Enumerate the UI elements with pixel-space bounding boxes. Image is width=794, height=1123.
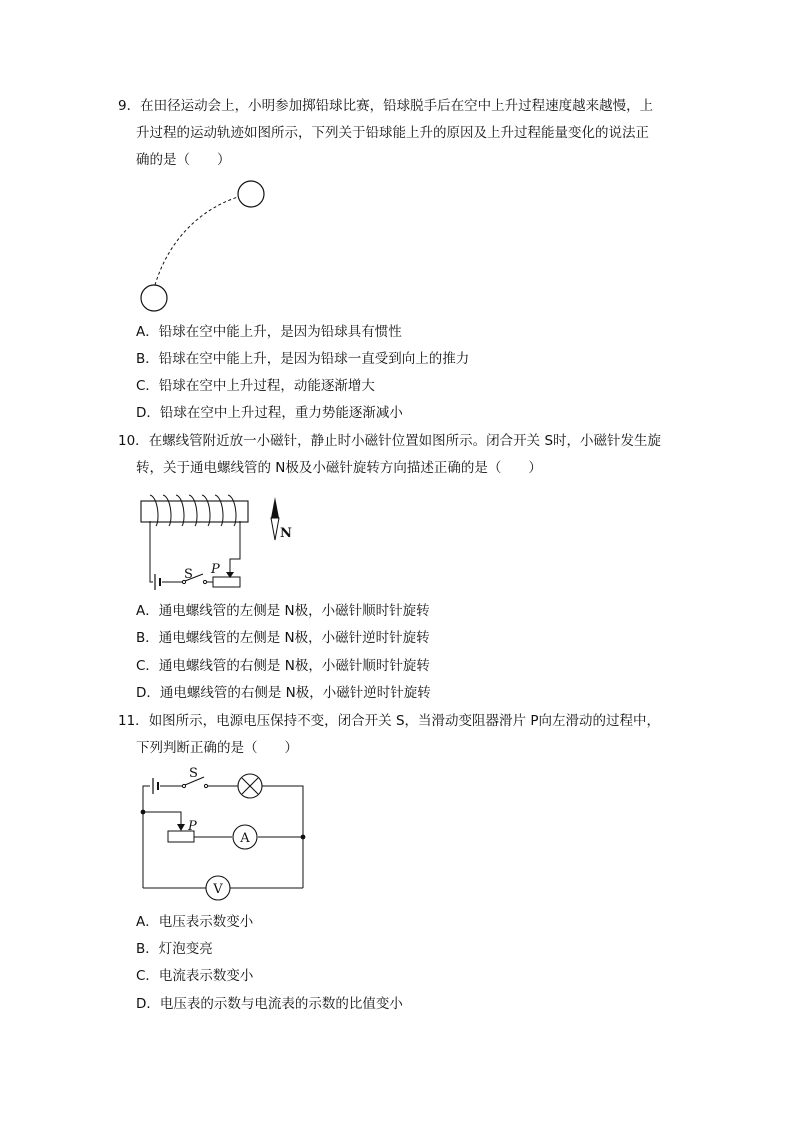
question-9-option-b[interactable]: B．铅球在空中能上升，是因为铅球一直受到向上的推力 — [136, 351, 470, 367]
question-10-option-c[interactable]: C．通电螺线管的右侧是 N极，小磁针顺时针旋转 — [136, 658, 430, 674]
compass-needle-icon — [271, 497, 279, 540]
question-10-option-b[interactable]: B．通电螺线管的左侧是 N极，小磁针逆时针旋转 — [136, 630, 430, 646]
battery-icon — [155, 574, 160, 590]
question-11-stem-line-1: 11．如图所示，电源电压保持不变，闭合开关 S，当滑动变阻器滑片 P向左滑动的过程中， — [118, 713, 660, 729]
ammeter-label: A — [240, 831, 250, 846]
question-9-stem-line-1: 9．在田径运动会上，小明参加掷铅球比赛，铅球脱手后在空中上升过程速度越来越慢，上 — [118, 98, 654, 114]
voltmeter-label: V — [213, 882, 223, 897]
solenoid-circuit-wires — [150, 521, 240, 582]
question-9-stem-line-2: 升过程的运动轨迹如图所示，下列关于铅球能上升的原因及上升过程能量变化的说法正 — [136, 125, 649, 141]
question-11-option-b[interactable]: B．灯泡变亮 — [136, 941, 213, 957]
slider-label: P — [211, 562, 220, 577]
junction-dot — [141, 810, 146, 815]
switch-label: S — [184, 567, 193, 582]
question-9-stem-line-3: 确的是（ ） — [136, 152, 231, 168]
rheostat-icon — [213, 577, 240, 587]
switch-icon — [182, 574, 206, 584]
voltmeter-icon — [206, 876, 230, 900]
north-label: N — [280, 526, 292, 541]
question-10-option-a[interactable]: A．通电螺线管的左侧是 N极，小磁针顺时针旋转 — [136, 603, 430, 619]
lamp-circuit-wires — [143, 786, 303, 888]
slider-arrow-icon — [177, 824, 185, 831]
question-11-option-d[interactable]: D．电压表的示数与电流表的示数的比值变小 — [136, 996, 403, 1012]
question-9-option-c[interactable]: C．铅球在空中上升过程，动能逐渐增大 — [136, 378, 375, 394]
shot-put-bottom-ball — [141, 285, 167, 311]
shot-put-top-ball — [238, 181, 264, 207]
lamp-icon — [238, 774, 262, 798]
slider-label: P — [188, 819, 197, 834]
question-11-option-c[interactable]: C．电流表示数变小 — [136, 968, 254, 984]
solenoid-coil — [150, 495, 236, 526]
question-9-option-d[interactable]: D．铅球在空中上升过程，重力势能逐渐减小 — [136, 405, 403, 421]
question-10-number: 10． — [118, 433, 149, 449]
rheostat-icon — [168, 831, 194, 842]
solenoid-tube — [141, 501, 248, 522]
question-10-stem-line-2: 转，关于通电螺线管的 N极及小磁针旋转方向描述正确的是（ ） — [136, 460, 542, 476]
question-9-option-a[interactable]: A．铅球在空中能上升，是因为铅球具有惯性 — [136, 324, 402, 340]
junction-dot — [301, 835, 306, 840]
switch-icon — [182, 777, 207, 788]
question-10-option-d[interactable]: D．通电螺线管的右侧是 N极，小磁针逆时针旋转 — [136, 685, 431, 701]
question-11-stem-line-2: 下列判断正确的是（ ） — [136, 740, 298, 756]
question-11-option-a[interactable]: A．电压表示数变小 — [136, 914, 254, 930]
question-10-stem-line-1: 10．在螺线管附近放一小磁针，静止时小磁针位置如图所示。闭合开关 S时，小磁针发生旋 — [118, 433, 662, 449]
switch-label: S — [189, 766, 198, 781]
question-11-number: 11． — [118, 713, 149, 729]
question-9-number: 9． — [118, 98, 141, 114]
slider-arrow-icon — [226, 572, 234, 578]
battery-icon — [153, 778, 158, 794]
trajectory-dashed-path — [155, 197, 238, 285]
ammeter-icon — [233, 825, 257, 849]
